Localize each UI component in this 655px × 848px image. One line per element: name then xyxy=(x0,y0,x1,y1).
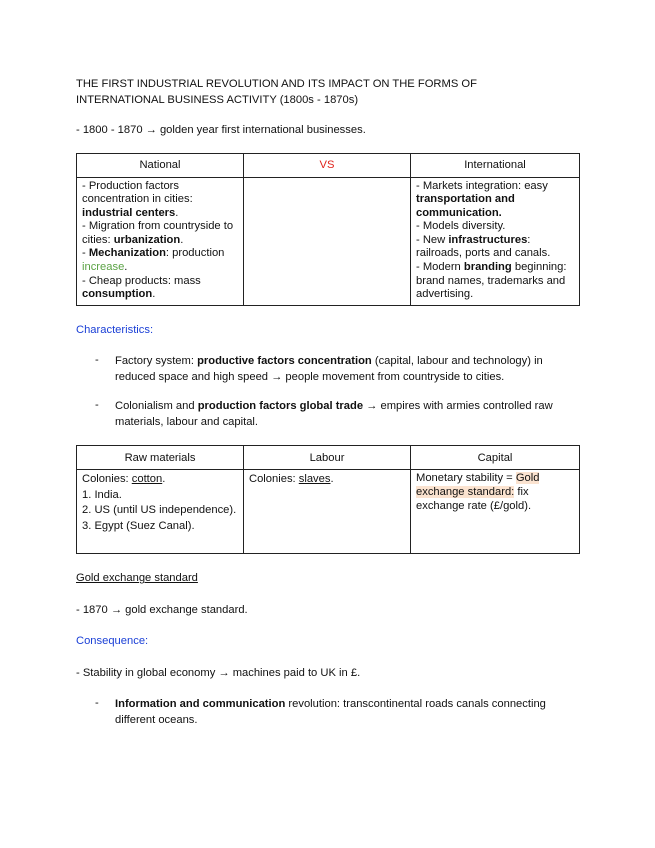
raw-item-3: 3. Egypt (Suez Canal). xyxy=(82,519,195,532)
header-raw-materials: Raw materials xyxy=(77,446,244,470)
header-international: International xyxy=(411,153,580,177)
national-text-4: - Cheap products: mass xyxy=(82,274,201,287)
title-line-2: INTERNATIONAL BUSINESS ACTIVITY (1800s - 1870s) xyxy=(76,94,359,106)
raw-item-1: 1. India. xyxy=(82,488,122,501)
vs-cell xyxy=(244,177,411,305)
bullet-dash: - xyxy=(95,399,99,412)
gold-standard-heading: Gold exchange standard xyxy=(76,572,198,585)
consequence-bullet xyxy=(76,697,580,728)
consequence-bullet-bold: Information and communication xyxy=(115,698,286,711)
capital-text: Monetary stability = xyxy=(416,472,516,485)
header-national: National xyxy=(77,153,244,177)
header-labour: Labour xyxy=(244,446,411,470)
national-end-4: . xyxy=(152,288,156,301)
labour-cell xyxy=(244,470,411,554)
consequence-heading: Consequence: xyxy=(76,635,149,648)
intl-text-4b: beginning: brand names, trademarks and advertising. xyxy=(416,261,567,301)
raw-underlined: cotton xyxy=(131,473,163,486)
capital-highlight: Gold exchange standard: xyxy=(416,472,540,498)
bullet-1-post: (capital, labour and technology) in reduced space and high speed → people movement from countryside to cities. xyxy=(115,355,543,383)
document-title xyxy=(76,76,580,108)
consequence-line: - Stability in global economy → machines paid to UK in £. xyxy=(76,666,361,679)
header-vs: VS xyxy=(244,153,411,177)
raw-text: Colonies: xyxy=(82,473,132,486)
title-line-1: THE FIRST INDUSTRIAL REVOLUTION AND ITS IMPACT ON THE FORMS OF xyxy=(76,78,477,90)
bullet-1-text: Factory system: xyxy=(115,355,198,368)
national-end-3: . xyxy=(124,261,128,274)
intl-text-2: - Models diversity. xyxy=(416,220,506,233)
national-dash-3: - xyxy=(82,247,89,260)
national-bold-1: industrial centers xyxy=(82,206,176,219)
intl-text-1: - Markets integration: easy xyxy=(416,179,548,192)
national-green-3: increase xyxy=(82,261,125,274)
gold-standard-line: - 1870 → gold exchange standard. xyxy=(76,603,248,616)
bullet-2-post: → empires with armies controlled raw materials, labour and capital. xyxy=(115,400,553,428)
characteristics-heading: Characteristics: xyxy=(76,323,154,336)
capital-cell xyxy=(411,470,580,554)
national-bold-3: Mechanization xyxy=(88,247,166,260)
bullet-2-bold: production factors global trade xyxy=(197,400,364,413)
table-header-row xyxy=(77,446,580,470)
characteristics-bullet-2 xyxy=(76,399,580,430)
national-text-3: : production xyxy=(165,247,225,260)
intl-text-3: - New xyxy=(416,233,449,246)
characteristics-bullet-1 xyxy=(76,354,580,385)
national-text-2: - Migration from countryside to cities: xyxy=(82,220,234,246)
capital-post: fix exchange rate (£/gold). xyxy=(416,485,532,512)
bullet-dash: - xyxy=(95,697,99,710)
national-text-1: - Production factors concentration in cities: xyxy=(82,179,193,206)
intl-bold-1: transportation and communication. xyxy=(416,193,515,219)
raw-item-2: 2. US (until US independence). xyxy=(82,504,237,517)
table-row xyxy=(77,177,580,305)
intl-text-3b: : railroads, ports and canals. xyxy=(416,233,551,260)
table-row xyxy=(77,470,580,554)
national-bold-4: consumption xyxy=(82,288,153,301)
intl-bold-3: infrastructures xyxy=(448,233,528,246)
intro-line: - 1800 - 1870 → golden year first international businesses. xyxy=(76,124,366,136)
labour-end: . xyxy=(330,473,334,486)
raw-materials-cell xyxy=(77,470,244,554)
intl-text-4: - Modern xyxy=(416,261,464,274)
factors-table xyxy=(76,445,580,554)
labour-text: Colonies: xyxy=(249,473,299,486)
national-end-2: . xyxy=(180,233,184,246)
header-capital: Capital xyxy=(411,446,580,470)
national-end-1: . xyxy=(175,206,179,219)
national-bold-2: urbanization xyxy=(113,233,181,246)
international-cell xyxy=(411,177,580,305)
national-cell xyxy=(77,177,244,305)
bullet-2-text: Colonialism and xyxy=(115,400,198,413)
labour-underlined: slaves xyxy=(298,473,331,486)
bullet-1-bold: productive factors concentration xyxy=(197,355,372,368)
consequence-bullet-post: revolution: transcontinental roads canals connecting different oceans. xyxy=(115,698,546,726)
intl-bold-4: branding xyxy=(463,261,512,274)
raw-end: . xyxy=(162,473,166,486)
national-vs-international-table xyxy=(76,153,580,306)
document-page xyxy=(76,76,580,728)
bullet-dash: - xyxy=(95,354,99,367)
table-header-row xyxy=(77,153,580,177)
